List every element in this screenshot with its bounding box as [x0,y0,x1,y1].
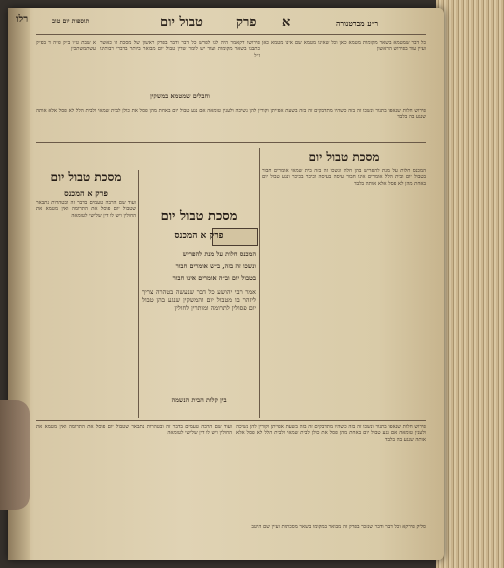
left-heading: מסכת טבול יום [50,170,122,184]
left-column-text: ועוד שם הרבה טעמים בדבר זה ובטהרות נתבאר שטבול יום פוסל את התרומה ואין מטמא את החולין ויש לו דין שלישי לטומאה [36,200,136,219]
mishnah-line-2: ונשכו זה בזה, ב״ש אומרים חבור [175,262,256,270]
top-left-text: פירושו דקאמר היה לנו לפרש כל דבר ודבר בפרק ראשון של מסכת זו כאשר כתבנו בשאר מקומות ועוד יש לומר שדין טבול יום מבואר ביותר בדברי רבותינו ז״ל [100,40,260,59]
header-rule [36,34,426,35]
page-edges [436,0,504,568]
running-head: תוספות יום טוב [52,18,90,25]
right-column-text: המכנס חלות על מנת להפריש בהן חלה ונשכו זה בזה בית שמאי אומרים חבור בטבול יום ובית הלל אומרים אינו חבור עיסה בעיסה וכיכר בכיכר ונגע טבול יום באחת מהן לא פסל אלא אותה בלבד [262,168,426,187]
chapter-word: פרק [236,15,257,30]
column-divider-left [138,170,139,418]
holding-thumb [0,400,30,510]
top-right-text: כל דבר שמטמא בשאר מקומות מטמא כאן וכל שאינו מטמא שם אינו מטמא כאן ועיין עוד בפירוש הראשון [262,40,426,53]
column-divider-right [259,148,260,418]
lower-left-commentary: ועוד שם הרבה טעמים בדבר זה ובטהרות נתבאר שטבול יום פוסל את התרומה ואין מטמא את החולין ויש לו דין שלישי לטומאה [36,424,232,437]
mishnah-line-3: בטבול יום וב״ה אומרים אינו חבור [172,274,256,282]
mishnah-body: אמר רבי יהושע כל דבר שנעשה בטהרה צריך ליזהר בו מטבול יום והמשקין שנגע בהן טבול יום פסולין לתרומה ומותרין לחולין [142,288,256,313]
commentary-head: ר״ע מברטנורה [336,19,379,28]
quote-line: וחבלים שמטמא במשקין [150,92,210,100]
tractate-name: טבול יום [160,15,203,30]
middle-heading: מסכת טבול יום [308,150,380,164]
section-rule [36,142,426,143]
left-chapter: פרק א המכנס [64,188,108,198]
center-title: מסכת טבול יום [160,209,238,224]
lower-rule [36,420,426,421]
margin-note: א שבת ט״ו ב״ק פ״ה ד בפ״ק עשתמשתכין [36,40,96,53]
folio-number: רלו [16,14,29,25]
mishnah-closing: בין קלות הבית הנשמה [171,396,227,404]
bottom-text: סליק פירקא וכל דבר ודבר שנזכר בפרק זה מבואר במקומו בשאר מסכתות ועיין שם היטב [251,524,426,530]
chapter-letter: א [282,15,291,30]
center-chapter: פרק א המכנס [174,231,224,241]
intro-paragraph: פירוש חלות שנאפו בתנור ונשכו זה בזה כשהיו מתדבקים זה בזה בשעת אפייתן וקורין להן נשיכה ולענין טומאה אם נגע טבול יום באחת מהן פסל את כולן לבית שמאי ולבית הלל לא פסל אלא אותה שנגע בה בלבד [36,108,426,121]
lower-right-commentary: פירוש חלות שנאפו בתנור ונשכו זה בזה כשהיו מתדבקים זה בזה בשעת אפייתן וקורין להן נשיכה ולענין טומאה אם נגע טבול יום באחת מהן פסל את כולן לבית שמאי ולבית הלל לא פסל אלא אותה שנגע בה בלבד [236,424,426,443]
mishnah-line-1: המכנס חלות על מנת להפריש [182,250,256,258]
